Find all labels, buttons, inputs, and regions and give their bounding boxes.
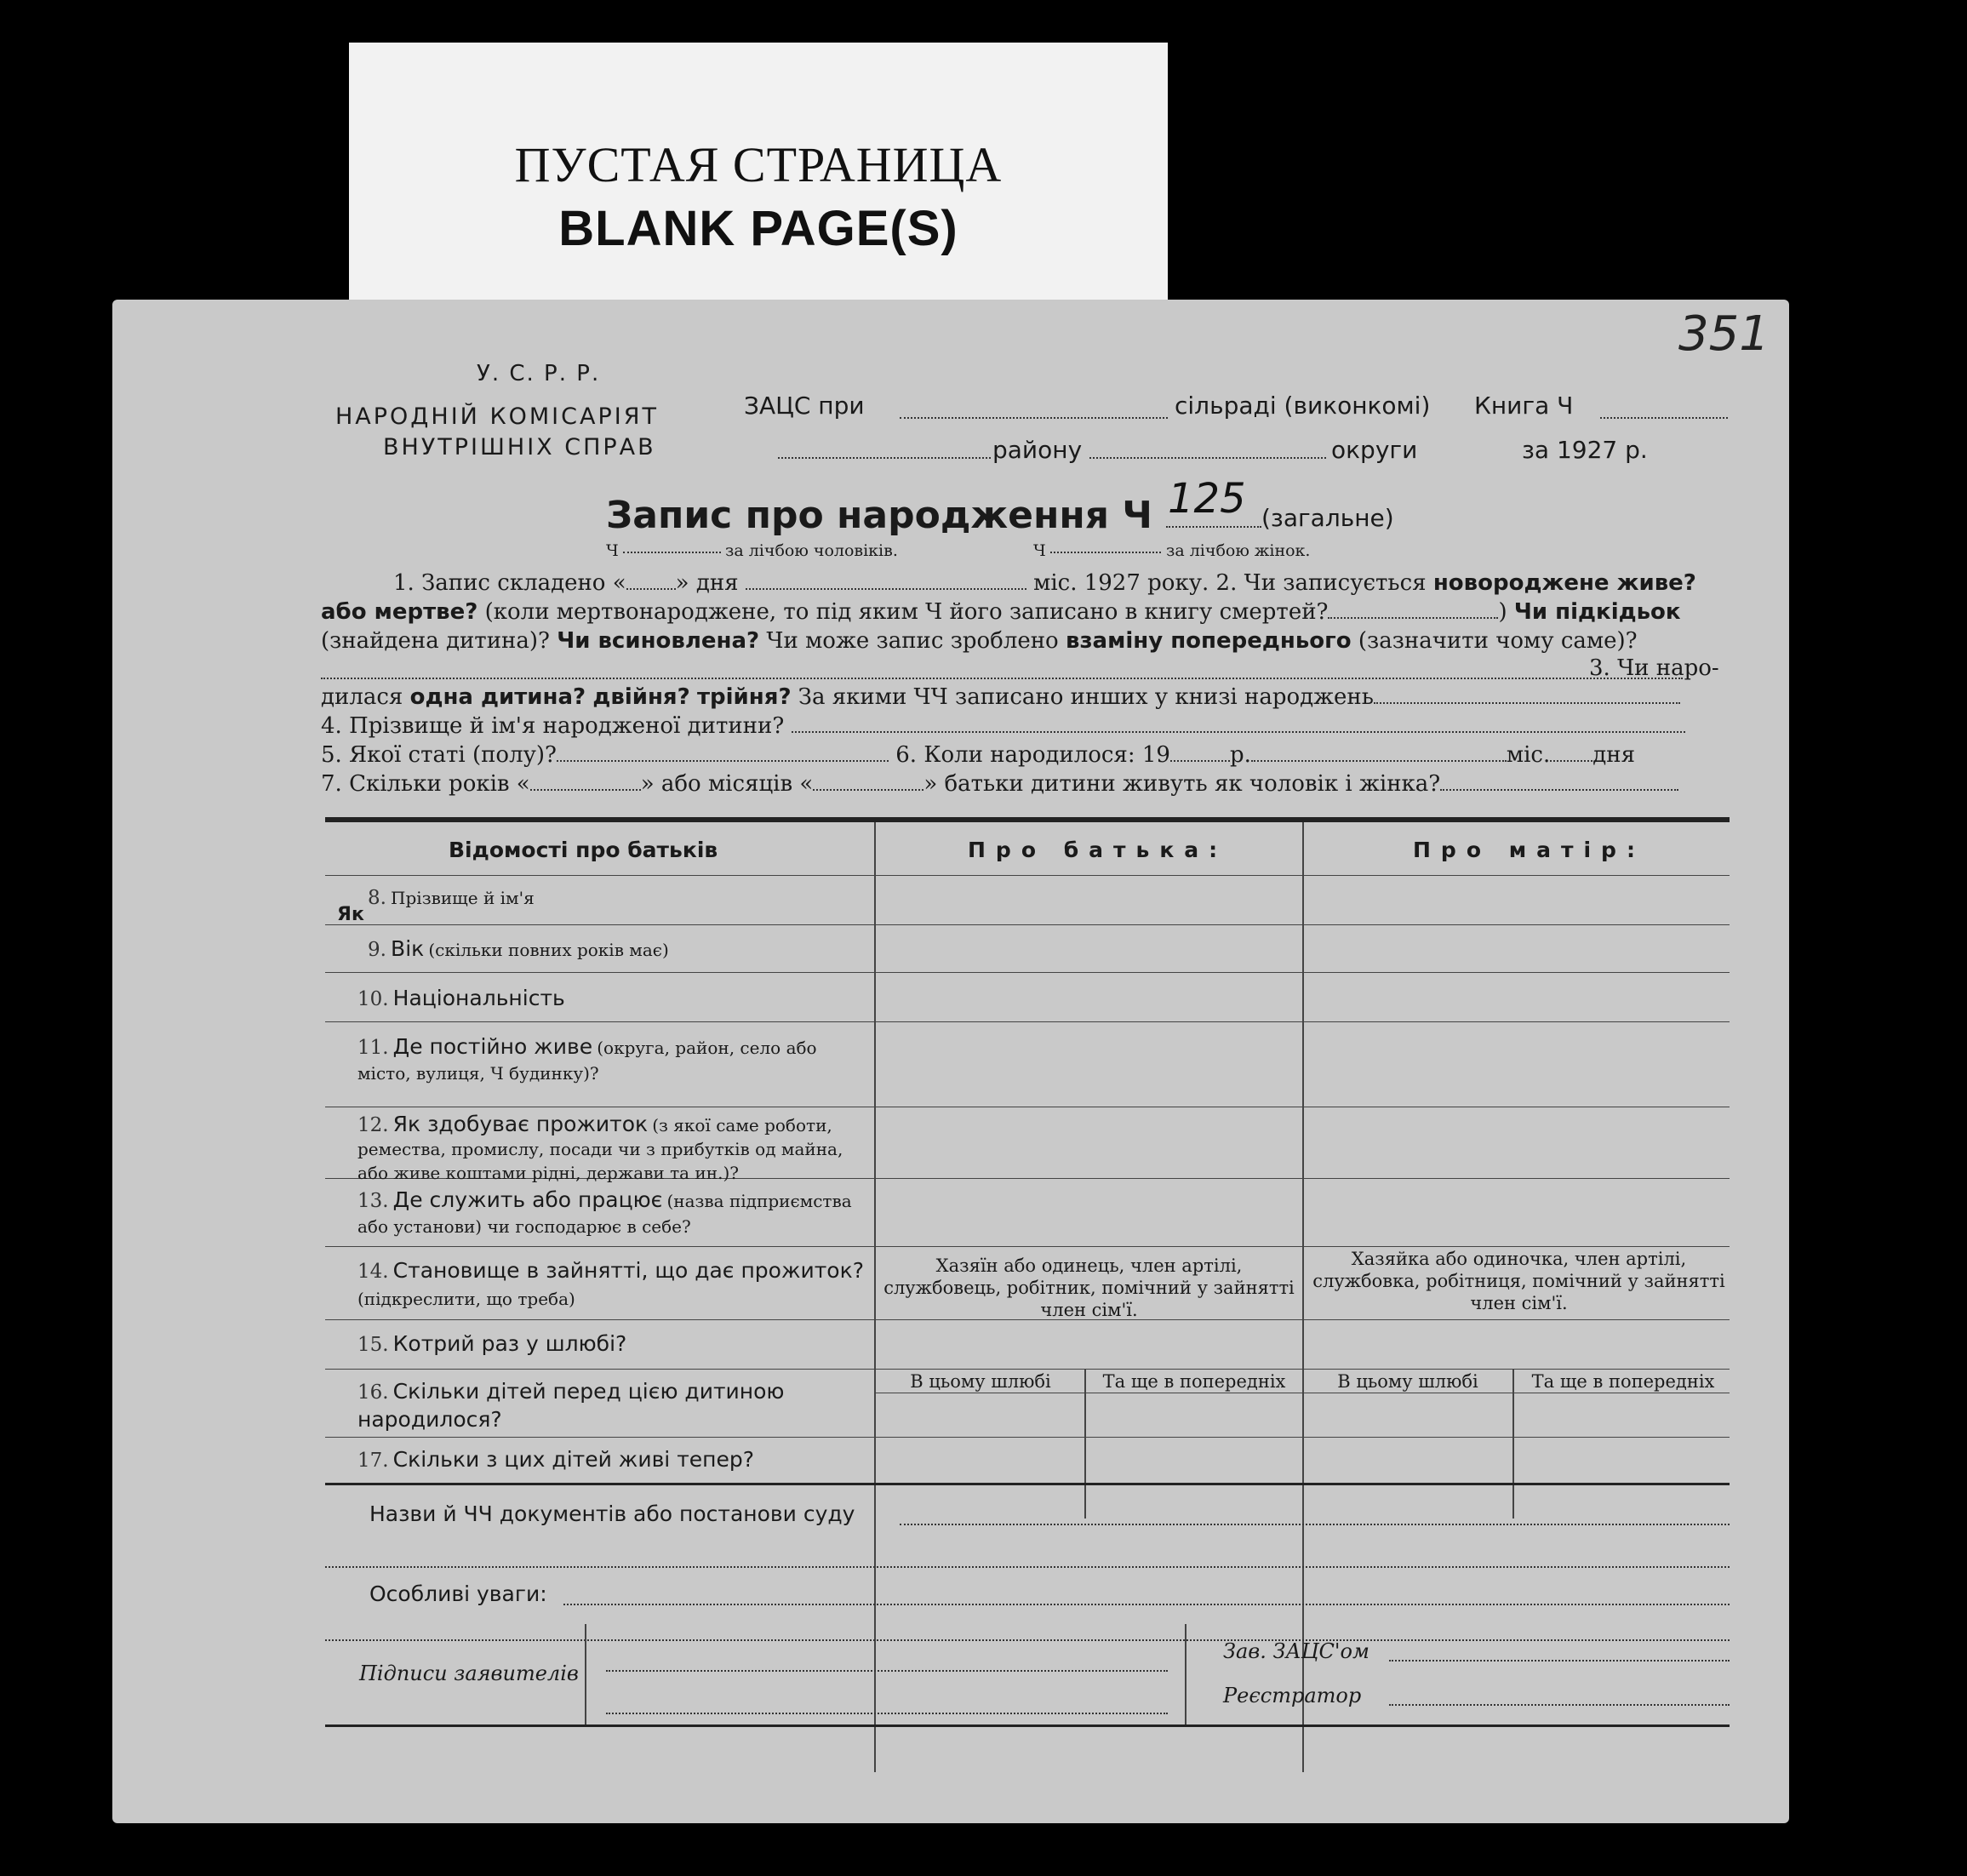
q2-close: ) bbox=[1498, 599, 1507, 625]
form-title: Запис про народження Ч bbox=[606, 494, 1152, 537]
record-number: 125 bbox=[1168, 475, 1246, 523]
q3-twins: двійня? bbox=[592, 684, 690, 710]
q3-label: 3. Чи наро- bbox=[1589, 655, 1719, 681]
row-14-label: Становище в зайнятті, що дає прожиток? bbox=[392, 1258, 864, 1283]
signature-line-1 bbox=[606, 1653, 1168, 1672]
row-14-number: 14. bbox=[357, 1261, 389, 1283]
row-13-label: Де служить або працює bbox=[392, 1187, 663, 1212]
row-12-number: 12. bbox=[357, 1114, 389, 1136]
row-line bbox=[325, 1246, 1730, 1247]
male-no: Ч bbox=[606, 541, 619, 560]
q7-years-label: 7. Скільки років « bbox=[321, 771, 530, 797]
father-this-marriage: В цьому шлюбі bbox=[910, 1371, 1051, 1392]
row-10 bbox=[357, 986, 565, 1010]
signatures-brace bbox=[585, 1624, 586, 1724]
notes-field bbox=[563, 1587, 1730, 1605]
mother-status-options: Хазяйка або одиночка, член артілі, службовка, робітниця, помічний у зайнятті член сім'ї. bbox=[1312, 1249, 1725, 1313]
father-previous: Та ще в попередніх bbox=[1102, 1371, 1286, 1392]
row-11 bbox=[357, 1035, 868, 1087]
q6-year-label: р. bbox=[1229, 742, 1251, 768]
mother-previous: Та ще в попередніх bbox=[1531, 1371, 1715, 1392]
row-13 bbox=[357, 1188, 868, 1240]
q2-dead: або мертве? bbox=[321, 599, 478, 625]
row-12-label: Як здобуває прожиток bbox=[392, 1112, 649, 1136]
row-15-number: 15. bbox=[357, 1334, 389, 1356]
documents-field bbox=[900, 1507, 1730, 1525]
blank-page-en: BLANK PAGE(S) bbox=[558, 201, 958, 256]
male-count-label: за лічбою чоловіків. bbox=[725, 541, 898, 560]
mother-subdivider bbox=[1512, 1369, 1514, 1519]
row-12 bbox=[357, 1113, 868, 1186]
row-8-label: Прізвище й ім'я bbox=[391, 888, 535, 908]
q2-replace-text: Чи може запис зроблено bbox=[766, 628, 1059, 654]
zags-label: ЗАЦС при bbox=[744, 392, 865, 420]
row-13-number: 13. bbox=[357, 1190, 389, 1212]
row-17 bbox=[357, 1447, 754, 1472]
q2-replace-bold: взаміну попереднього bbox=[1065, 628, 1352, 654]
q1-label: 1. Запис складено « bbox=[393, 570, 626, 596]
male-count-field bbox=[623, 538, 721, 553]
q6-day-field bbox=[1550, 743, 1592, 762]
female-count-label: за лічбою жінок. bbox=[1166, 541, 1311, 560]
row-8-number: 8. bbox=[368, 887, 386, 909]
row-10-label: Національність bbox=[392, 986, 565, 1010]
q7-months-field bbox=[813, 772, 923, 791]
q1-day-label: » дня bbox=[675, 570, 739, 596]
row-line bbox=[325, 972, 1730, 973]
book-label: Книга Ч bbox=[1474, 392, 1574, 420]
q3-others: За якими ЧЧ записано инших у книзі народжень bbox=[798, 684, 1374, 710]
q1-day-field bbox=[626, 571, 676, 590]
row-17-number: 17. bbox=[357, 1450, 389, 1472]
zags-field bbox=[900, 400, 1168, 419]
notes-label: Особливі уваги: bbox=[369, 1581, 547, 1606]
father-status-options: Хазяїн або одинець, член артілі, службовець, робітник, помічний у зайнятті член сім'ї. bbox=[883, 1255, 1295, 1320]
q6-day-label: дня bbox=[1592, 742, 1635, 768]
row-11-label: Де постійно живе bbox=[392, 1034, 593, 1059]
signatures-divider bbox=[1185, 1624, 1186, 1724]
row-16-number: 16. bbox=[357, 1381, 389, 1404]
q6-month-field bbox=[1251, 743, 1507, 762]
mother-this-marriage: В цьому шлюбі bbox=[1337, 1371, 1478, 1392]
q7-tail: » батьки дитини живуть як чоловік і жінка? bbox=[923, 771, 1441, 797]
col-header-father: Про батька: bbox=[968, 838, 1228, 862]
q3-others-field bbox=[1374, 685, 1680, 704]
row-11-number: 11. bbox=[357, 1037, 389, 1059]
row-13-sub: (назва підприємства або установи) чи господарює в себе? bbox=[357, 1191, 852, 1237]
form-bottom-rule bbox=[325, 1724, 1730, 1727]
registrar-signature-line bbox=[1389, 1687, 1730, 1706]
row-line bbox=[325, 1369, 1730, 1370]
q2-stillborn-text: (коли мертвонароджене, то під яким Ч його записано в книгу смертей? bbox=[484, 599, 1329, 625]
q2-reason: (зазначити чому саме)? bbox=[1358, 628, 1638, 654]
state-label: У. С. Р. Р. bbox=[477, 361, 601, 386]
row-line bbox=[325, 1021, 1730, 1022]
year-label: за 1927 р. bbox=[1522, 436, 1648, 464]
commissariat-line-1: НАРОДНІЙ КОМІСАРІЯТ bbox=[335, 403, 659, 430]
signatures-label: Підписи заявителів bbox=[359, 1662, 579, 1685]
village-council-label: сільраді (виконкомі) bbox=[1175, 392, 1431, 420]
q7-months-label: » або місяців « bbox=[640, 771, 814, 797]
q3-triplets: трійня? bbox=[696, 684, 792, 710]
q7-years-field bbox=[530, 772, 641, 791]
row-14 bbox=[357, 1258, 868, 1313]
documents-label: Назви й ЧЧ документів або постанови суду bbox=[369, 1501, 855, 1526]
q1-month-field bbox=[746, 571, 1026, 590]
row-8 bbox=[368, 887, 535, 909]
notes-field-2 bbox=[325, 1622, 1730, 1641]
col-header-mother: Про матір: bbox=[1413, 838, 1645, 862]
row-12-sub: (з якої саме роботи, ремества, промислу, посади чи з прибутків од майна, або живе коштами рідні, держави та ин.)? bbox=[357, 1115, 843, 1183]
okrug-field bbox=[1089, 440, 1326, 459]
district-field bbox=[778, 440, 991, 459]
q2-alive: новороджене живе? bbox=[1432, 570, 1696, 596]
row-10-number: 10. bbox=[357, 988, 389, 1010]
row-15 bbox=[357, 1331, 626, 1356]
q7-field bbox=[1440, 772, 1678, 791]
birth-record-form bbox=[112, 300, 1789, 1823]
q2-foundling: Чи підкідьок bbox=[1513, 599, 1681, 625]
head-signature-line bbox=[1389, 1643, 1730, 1662]
row-14-sub: (підкреслити, що треба) bbox=[357, 1289, 575, 1309]
q6-month-label: міс. bbox=[1506, 742, 1551, 768]
row-9-label: Вік bbox=[391, 936, 425, 961]
q2-adopted: Чи всиновлена? bbox=[557, 628, 760, 654]
blank-page-card bbox=[349, 43, 1168, 315]
col-header-parents: Відомості про батьків bbox=[449, 838, 718, 862]
q1-q2-text: міс. 1927 року. 2. Чи записується bbox=[1033, 570, 1427, 596]
documents-field-2 bbox=[325, 1549, 1730, 1568]
okrug-label: округи bbox=[1331, 436, 1418, 464]
row-line bbox=[325, 924, 1730, 925]
q2-found-child: (знайдена дитина)? bbox=[321, 628, 550, 654]
table-bottom-rule bbox=[325, 1483, 1730, 1485]
record-number-line bbox=[1166, 509, 1261, 528]
book-field bbox=[1600, 400, 1728, 419]
row-16-label: Скільки дітей перед цією дитиною народилося? bbox=[357, 1379, 785, 1432]
q2-reason-field bbox=[321, 661, 1683, 679]
q3-single: одна дитина? bbox=[409, 684, 586, 710]
row-15-label: Котрий раз у шлюбі? bbox=[392, 1331, 627, 1356]
row-9 bbox=[368, 936, 669, 961]
signature-line-2 bbox=[606, 1696, 1168, 1714]
q5-label: 5. Якої статі (полу)? bbox=[321, 742, 557, 768]
row-line bbox=[325, 875, 1730, 876]
commissariat-line-2: ВНУТРІШНІХ СПРАВ bbox=[383, 434, 656, 460]
district-label: району bbox=[992, 436, 1083, 464]
head-label: Зав. ЗАЦС'ом bbox=[1223, 1639, 1369, 1663]
row-11-sub: (округа, район, село або місто, вулиця, Ч будинку)? bbox=[357, 1038, 817, 1084]
q4-field bbox=[792, 714, 1685, 733]
blank-page-ru: ПУСТАЯ СТРАНИЦА bbox=[514, 137, 1003, 192]
q6-label: 6. Коли народилося: 19 bbox=[895, 742, 1170, 768]
title-suffix: (загальне) bbox=[1261, 504, 1394, 532]
q6-year-field bbox=[1170, 743, 1230, 762]
row-line bbox=[325, 1437, 1730, 1438]
margin-mark: Як bbox=[337, 904, 364, 925]
q5-field bbox=[557, 743, 889, 762]
q4-label: 4. Прізвище й ім'я народженої дитини? bbox=[321, 713, 785, 739]
row-9-sub: (скільки повних років має) bbox=[428, 940, 669, 960]
page-number: 351 bbox=[1678, 306, 1770, 362]
q2-stillborn-field bbox=[1328, 600, 1498, 619]
row-16 bbox=[357, 1379, 868, 1435]
father-subdivider bbox=[1084, 1369, 1086, 1519]
row-9-number: 9. bbox=[368, 939, 386, 961]
q3-cont: дилася bbox=[321, 684, 403, 710]
female-no: Ч bbox=[1033, 541, 1046, 560]
table-top-rule bbox=[325, 817, 1730, 822]
row-17-label: Скільки з цих дітей живі тепер? bbox=[392, 1447, 755, 1472]
female-count-field bbox=[1050, 538, 1161, 553]
registrar-label: Реєстратор bbox=[1223, 1684, 1362, 1707]
